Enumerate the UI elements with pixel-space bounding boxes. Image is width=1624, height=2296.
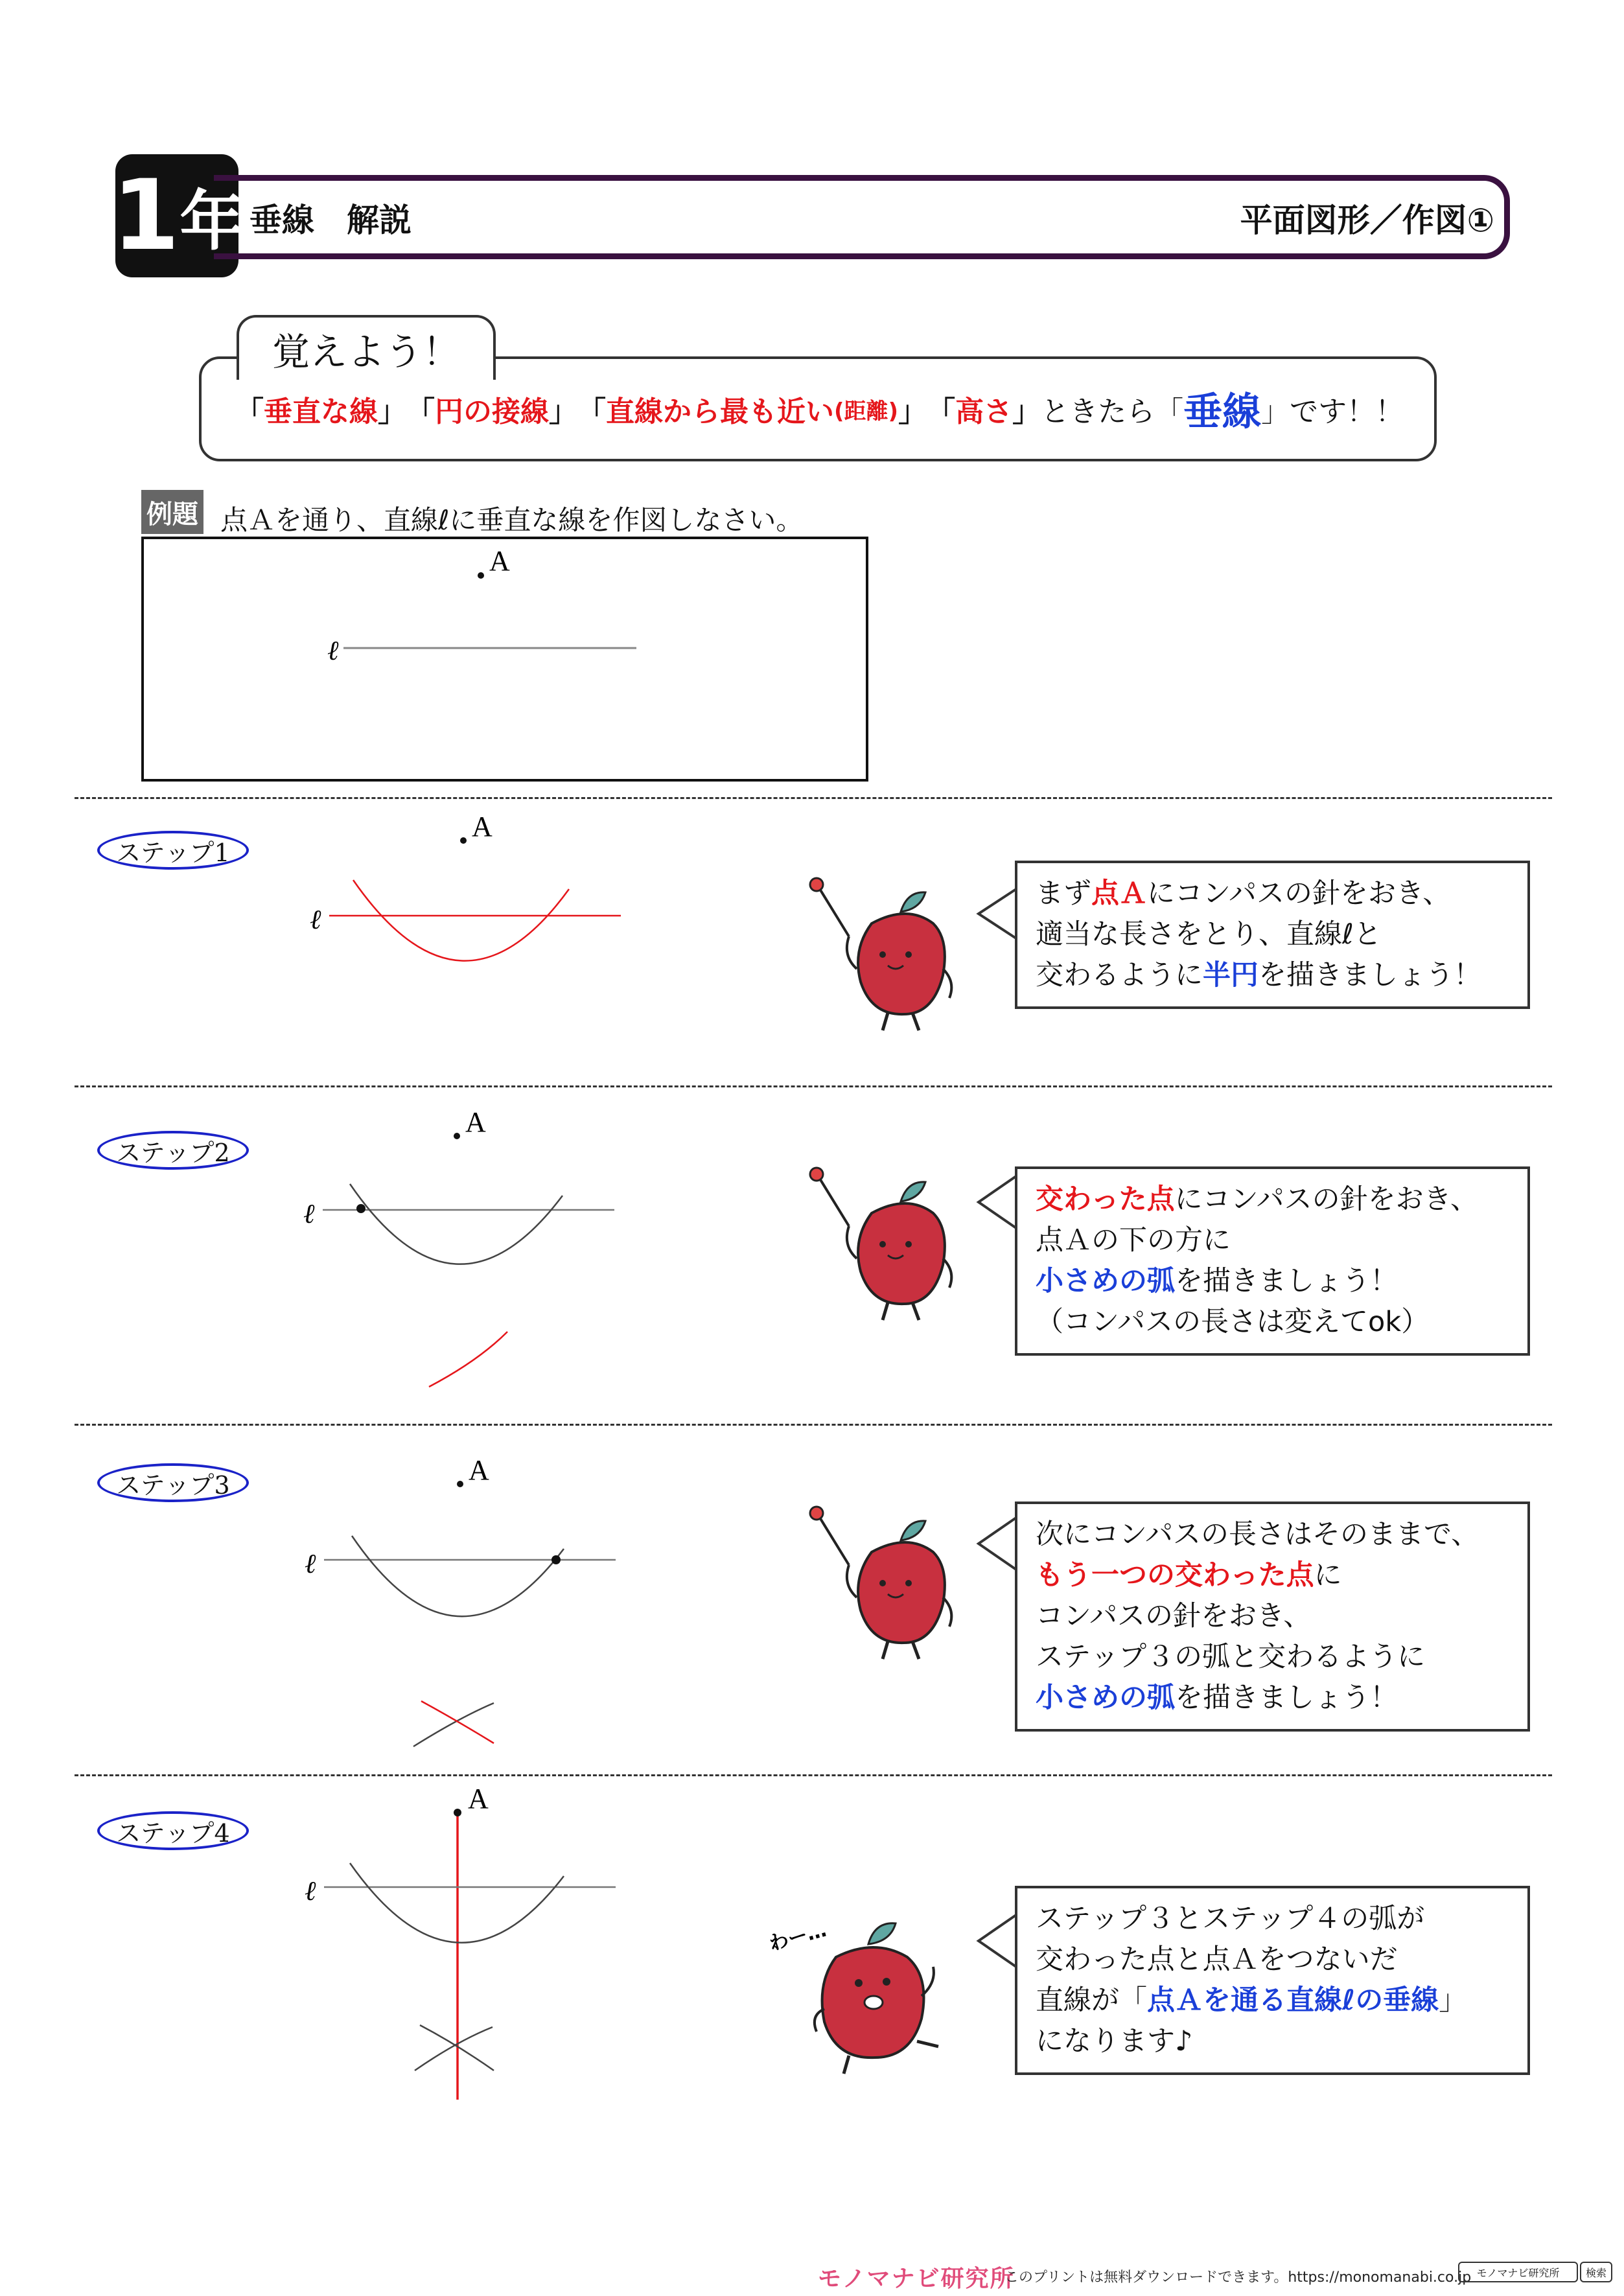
- bubble-tails: [979, 889, 1016, 1967]
- point-a: [454, 1809, 461, 1816]
- memo-tab: 覚えよう！: [237, 315, 496, 380]
- bubble-text: ステップ３とステップ４の弧が: [1036, 1903, 1425, 1935]
- bubble-line: [1036, 1179, 1509, 1220]
- memo-mid: ときたら「: [1041, 395, 1184, 428]
- memo-key-term: 垂線: [1183, 389, 1262, 435]
- memo-term-3: 直線から最も近い: [606, 395, 834, 428]
- unit-title: 平面図形／作図①: [1240, 202, 1494, 239]
- point-a-label: A: [465, 1106, 486, 1138]
- point-a: [457, 1481, 463, 1487]
- footer-brand: モノマナビ研究所: [818, 2266, 1015, 2292]
- bubble-text: （コンパスの長さは変えてok）: [1036, 1306, 1430, 1338]
- bubble-highlight: 小さめの弧: [1036, 1682, 1175, 1714]
- bubble-highlight: もう一つの交わった点: [1036, 1559, 1314, 1592]
- bubble-text: まず: [1036, 877, 1091, 910]
- bubble-line: [1036, 1678, 1509, 1719]
- bubble-text: 点Ａの下の方に: [1036, 1224, 1231, 1257]
- bubble-line: [1036, 1302, 1509, 1343]
- bubble-text: コンパスの針をおき、: [1036, 1600, 1312, 1632]
- memo-term-3-paren: (距離): [834, 398, 899, 424]
- point-a: [478, 572, 484, 579]
- memo-term-1: 垂直な線: [264, 395, 378, 428]
- bubble-text: にコンパスの針をおき、: [1174, 1183, 1478, 1216]
- bubble-text: 交わるように: [1036, 959, 1203, 991]
- bubble-line: [1036, 1940, 1509, 1980]
- bubble-line: [1036, 2021, 1509, 2062]
- step-1-figure: [310, 811, 621, 961]
- line-l-label: ℓ: [305, 1877, 316, 1907]
- previous-small-arc: [413, 1703, 494, 1746]
- grade-number: 1: [111, 159, 178, 272]
- memo-quote: 」: [1012, 395, 1041, 428]
- line-l-label: ℓ: [310, 905, 321, 935]
- step-2-bubble: [1015, 1166, 1530, 1356]
- footer-text: このプリントは無料ダウンロードできます。https://monomanabi.co.jp: [1004, 2269, 1472, 2286]
- step-3-pill: ステップ3: [97, 1463, 249, 1502]
- bubble-text: に: [1314, 1559, 1342, 1592]
- footer-search-box[interactable]: モノマナビ研究所: [1458, 2262, 1578, 2282]
- bubble-line: [1036, 1596, 1509, 1637]
- bubble-text: ステップ３の弧と交わるように: [1036, 1641, 1426, 1673]
- footer-search-button[interactable]: 検索: [1580, 2262, 1612, 2282]
- mascot-exclaim: わー…: [767, 1918, 829, 1956]
- memo-quote: 「: [927, 395, 956, 428]
- semicircle-arc: [352, 1536, 564, 1616]
- example-question: 点Ａを通り、直線ℓに垂直な線を作図しなさい。: [220, 504, 804, 536]
- memo-end: 」です！！: [1261, 395, 1404, 428]
- memo-quote: 」: [898, 395, 927, 428]
- apple-mascot-1: [810, 878, 951, 1030]
- step-4-pill: ステップ4: [97, 1811, 249, 1850]
- small-arc: [415, 2027, 493, 2070]
- bubble-highlight: 半円: [1203, 959, 1259, 991]
- memo-quote: 」: [549, 395, 577, 428]
- example-figure: [327, 545, 636, 666]
- bubble-line: [1036, 1261, 1509, 1302]
- semicircle-arc: [353, 880, 569, 961]
- step-4-bubble: [1015, 1886, 1530, 2075]
- point-a: [454, 1133, 460, 1139]
- bubble-text: を描きましょう！: [1175, 1682, 1398, 1714]
- small-arc: [429, 1332, 507, 1387]
- step-4-figure: [305, 1783, 616, 2100]
- bubble-highlight: 点Ａを通る直線ℓの垂線: [1147, 1984, 1439, 2017]
- bubble-text: 適当な長さをとり、直線ℓと: [1036, 918, 1382, 951]
- bubble-highlight: 小さめの弧: [1036, 1265, 1175, 1297]
- bubble-line: [1036, 1637, 1509, 1678]
- line-l-label: ℓ: [305, 1549, 316, 1579]
- bubble-text: 」: [1439, 1984, 1467, 2017]
- point-a: [460, 837, 467, 844]
- point-a-label: A: [468, 1783, 489, 1815]
- memo-quote: 」: [378, 395, 406, 428]
- apple-mascot-2: [810, 1168, 951, 1320]
- page-title: 垂線 解説: [249, 202, 412, 239]
- memo-quote: 「: [406, 395, 435, 428]
- apple-mascot-4: [767, 1919, 938, 2074]
- line-l-label: ℓ: [303, 1200, 315, 1229]
- memo-quote: 「: [235, 395, 264, 428]
- semicircle-arc: [350, 1184, 563, 1264]
- bubble-text: にコンパスの針をおき、: [1147, 877, 1451, 910]
- bubble-line: [1036, 1514, 1509, 1555]
- bubble-line: [1036, 914, 1509, 955]
- bubble-text: になります♪: [1036, 2025, 1193, 2058]
- bubble-highlight: 点Ａ: [1091, 877, 1147, 910]
- bubble-line: [1036, 1980, 1509, 2021]
- step-3-bubble: [1015, 1502, 1530, 1732]
- bubble-text: を描きましょう！: [1259, 959, 1481, 991]
- grade-suffix: 年: [180, 183, 242, 259]
- bubble-text: 交わった点と点Ａをつないだ: [1036, 1943, 1398, 1976]
- bubble-line: [1036, 1899, 1509, 1940]
- line-l-label: ℓ: [327, 636, 339, 666]
- memo-term-2: 円の接線: [435, 395, 549, 428]
- step-2-figure: [303, 1106, 614, 1387]
- bubble-line: [1036, 955, 1509, 996]
- intersection-point: [551, 1555, 561, 1564]
- point-a-label: A: [489, 545, 510, 577]
- bubble-highlight: 交わった点: [1036, 1183, 1175, 1216]
- bubble-text: を描きましょう！: [1175, 1265, 1398, 1297]
- point-a-label: A: [469, 1454, 489, 1486]
- step-1-pill: ステップ1: [97, 831, 249, 870]
- bubble-text: 直線が「: [1036, 1984, 1147, 2017]
- bubble-line: [1036, 874, 1509, 914]
- bubble-text: 次にコンパスの長さはそのままで、: [1036, 1518, 1479, 1551]
- memo-term-4: 高さ: [955, 395, 1013, 428]
- step-2-pill: ステップ2: [97, 1131, 249, 1170]
- apple-mascot-3: [810, 1507, 951, 1659]
- intersection-point: [356, 1204, 365, 1213]
- step-1-bubble: [1015, 861, 1530, 1009]
- bubble-line: [1036, 1555, 1509, 1596]
- point-a-label: A: [472, 811, 493, 842]
- step-3-figure: [305, 1454, 616, 1746]
- memo-quote: 「: [577, 395, 606, 428]
- bubble-line: [1036, 1220, 1509, 1261]
- example-label: 例題: [141, 490, 203, 534]
